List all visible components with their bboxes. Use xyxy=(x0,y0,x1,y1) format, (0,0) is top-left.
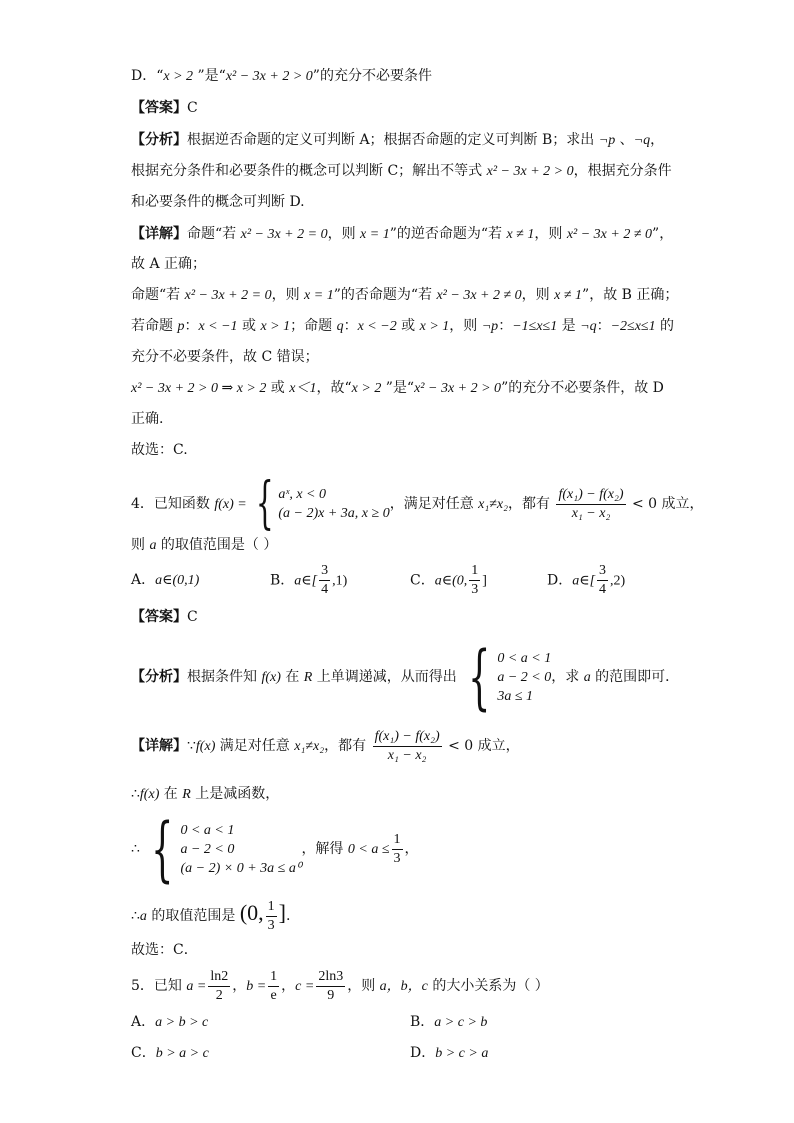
denominator: e xyxy=(270,987,277,1003)
math-expr: ¬q xyxy=(580,319,597,334)
text: 在 xyxy=(280,669,304,685)
text: 上是减函数， xyxy=(190,786,280,802)
math-expr: R xyxy=(182,787,191,802)
system-line: 3a ≤ 1 xyxy=(497,688,534,704)
text: ，则 xyxy=(449,318,482,334)
text: 命题“若 xyxy=(187,226,241,242)
q4-option-c xyxy=(410,562,487,599)
math-expr: ¬p xyxy=(481,319,499,334)
math-expr: x < −2 xyxy=(357,319,397,334)
text: ”的否命题为“若 xyxy=(333,287,437,303)
math-expr: x > 1 xyxy=(260,319,291,334)
math-expr: f(x) = xyxy=(214,497,247,512)
q4-detail-line-1 xyxy=(131,726,520,767)
brace-icon: { xyxy=(151,808,174,890)
denominator: 4 xyxy=(321,582,329,597)
option-label: C． xyxy=(410,572,435,589)
text: ”， xyxy=(652,226,674,242)
text: 故 A 正确； xyxy=(131,256,207,272)
math-expr: x² − 3x + 2 = 0 xyxy=(184,288,272,303)
text: ， xyxy=(650,132,665,148)
math-expr: q xyxy=(336,319,344,334)
math-expr: x > 2 xyxy=(351,381,382,396)
text: ，则 xyxy=(347,978,380,994)
text: 命题“若 xyxy=(131,287,185,303)
numerator: 2ln3 xyxy=(316,968,345,987)
fraction xyxy=(469,562,480,599)
therefore-symbol: ∴ xyxy=(131,908,140,924)
option-label: C． xyxy=(131,1045,156,1061)
text: 根据条件知 xyxy=(187,669,262,685)
math-expr: x² − 3x + 2 ≠ 0 xyxy=(436,288,522,303)
brace-icon: { xyxy=(467,636,491,718)
text: ”的充分不必要条件，故 D xyxy=(501,380,664,396)
text: ，则 xyxy=(327,226,361,242)
fraction xyxy=(597,562,608,599)
q4-stem-line-1 xyxy=(131,471,704,536)
q4-detail-line-3 xyxy=(131,808,419,890)
text: 满足对任意 xyxy=(215,738,295,754)
text: ”的逆否命题为“若 xyxy=(389,226,507,242)
analysis-tag: 【分析】 xyxy=(131,669,187,685)
text: 故选：C. xyxy=(131,442,188,458)
q5-stem xyxy=(131,966,549,1007)
q3-detail-line-6 xyxy=(131,378,664,399)
numerator: 1 xyxy=(268,968,279,987)
math-expr: x＜1 xyxy=(289,381,317,396)
answer-value: C xyxy=(187,609,198,625)
q4-stem-line-2 xyxy=(131,535,277,556)
numerator: 1 xyxy=(469,562,480,581)
denominator: 3 xyxy=(471,582,479,597)
text: ： xyxy=(343,318,358,334)
system-line: a − 2 < 0 xyxy=(180,841,235,857)
denominator: 2 xyxy=(215,987,223,1003)
option-label: B． xyxy=(410,1014,435,1030)
q5-option-d xyxy=(410,1043,488,1064)
math-expr: ] xyxy=(482,573,487,589)
text: 充分不必要条件，故 C 错误； xyxy=(131,349,319,365)
math-expr: x² − 3x + 2 ≠ 0 xyxy=(566,227,653,242)
text: 的大小关系为（ ） xyxy=(427,978,549,994)
option-label: A． xyxy=(131,1014,156,1030)
text: 的范围即可． xyxy=(590,669,680,685)
math-expr: b = xyxy=(246,979,267,994)
q3-detail-line-1 xyxy=(131,224,673,245)
q4-option-a xyxy=(131,570,199,591)
q3-answer xyxy=(131,98,198,118)
text: ， xyxy=(404,841,419,857)
text: ： xyxy=(498,318,513,334)
math-expr: x > 1 xyxy=(419,319,450,334)
answer-tag: 【答案】 xyxy=(131,100,187,116)
q3-option-d xyxy=(131,66,432,87)
q4-detail-line-2 xyxy=(131,784,279,805)
math-expr: a∈[ xyxy=(294,573,318,589)
text: ，解得 xyxy=(301,841,348,857)
option-label: D． xyxy=(410,1045,436,1061)
denominator: 4 xyxy=(599,582,607,597)
brace-icon: { xyxy=(255,471,274,536)
q4-analysis xyxy=(131,636,680,718)
q4-detail-line-4 xyxy=(131,893,290,937)
text: ”是“ xyxy=(193,68,226,84)
text: < 0 成立， xyxy=(627,496,704,512)
math-expr: x² − 3x + 2 > 0 xyxy=(414,381,502,396)
therefore-symbol: ∴ xyxy=(131,786,140,802)
text: 的取值范围是 xyxy=(146,908,240,924)
text: 故选：C． xyxy=(131,942,198,958)
text: 在 xyxy=(159,786,183,802)
numerator: f(x₁) − f(x₂) xyxy=(556,486,625,505)
denominator: x₁ − x₂ xyxy=(387,747,427,763)
answer-tag: 【答案】 xyxy=(131,609,187,625)
text: ， xyxy=(232,978,247,994)
text: ， xyxy=(281,978,296,994)
text: 正确. xyxy=(131,411,164,427)
math-expr: x = 1 xyxy=(360,227,390,242)
option-label: B． xyxy=(270,572,295,589)
q3-analysis-line-2 xyxy=(131,161,672,182)
math-expr: x < −1 xyxy=(198,319,238,334)
analysis-tag: 【分析】 xyxy=(131,132,187,148)
text: 、 xyxy=(615,132,634,148)
system-line: (a − 2) × 0 + 3a ≤ a⁰ xyxy=(180,860,302,876)
math-expr: b > c > a xyxy=(435,1046,489,1061)
text: ”是“ xyxy=(381,380,415,396)
math-expr: x₁≠x₂ xyxy=(478,497,509,512)
piecewise-system xyxy=(247,471,390,536)
system-line: 0 < a < 1 xyxy=(180,822,235,838)
text: ”，故 B 正确； xyxy=(582,287,679,303)
math-expr: x₁≠x₂ xyxy=(294,739,325,754)
q3-detail-line-4 xyxy=(131,316,674,337)
text: 则 xyxy=(131,537,150,553)
text: ”的充分不必要条件 xyxy=(312,68,432,84)
q3-analysis-line-3 xyxy=(131,192,305,212)
q4-option-d xyxy=(547,562,625,599)
fraction xyxy=(208,968,230,1005)
fraction xyxy=(556,486,625,523)
math-expr: −1≤x≤1 xyxy=(512,319,558,334)
math-expr: x² − 3x + 2 = 0 xyxy=(240,227,328,242)
math-expr: a∈(0,1) xyxy=(155,573,200,588)
detail-tag: 【详解】 xyxy=(131,738,187,754)
text: 是 xyxy=(557,318,581,334)
numerator: 3 xyxy=(597,562,608,581)
math-expr: R xyxy=(303,670,313,685)
text: ；命题 xyxy=(290,318,337,334)
text: ，都有 xyxy=(324,738,371,754)
text: ，满足对任意 xyxy=(389,496,479,512)
math-expr: ¬q xyxy=(633,133,651,148)
question-number: 4．已知函数 xyxy=(131,496,215,512)
math-expr: x > 2 xyxy=(163,69,194,84)
math-expr: 0 < a ≤ xyxy=(347,842,390,857)
math-expr: ] xyxy=(278,900,286,925)
text: 和必要条件的概念可判断 D. xyxy=(131,194,305,210)
math-expr: a xyxy=(149,538,157,553)
math-expr: x ≠ 1 xyxy=(506,227,535,242)
text: 若命题 xyxy=(131,318,178,334)
q5-option-c xyxy=(131,1043,209,1064)
math-expr: (0, xyxy=(239,900,264,925)
system-line: a − 2 < 0 xyxy=(497,669,552,685)
option-label: A． xyxy=(131,572,156,588)
q5-option-b xyxy=(410,1012,487,1033)
text: 根据充分条件和必要条件的概念可以判断 C；解出不等式 xyxy=(131,163,487,179)
inequality-system xyxy=(140,808,302,890)
q3-detail-line-3 xyxy=(131,285,678,306)
numerator: 3 xyxy=(319,562,330,581)
math-expr: a > c > b xyxy=(434,1015,488,1030)
math-expr: a > b > c xyxy=(155,1015,209,1030)
math-expr: a∈[ xyxy=(572,573,596,589)
denominator: 9 xyxy=(327,987,335,1003)
fraction xyxy=(266,898,277,935)
text: 的取值范围是（ ） xyxy=(156,537,278,553)
option-label: D．“ xyxy=(131,68,164,84)
because-symbol: ∵ xyxy=(187,738,196,754)
math-expr: x² − 3x + 2 > 0 xyxy=(225,69,313,84)
option-label: D． xyxy=(547,572,573,589)
text: 或 xyxy=(396,318,420,334)
inequality-system xyxy=(457,636,552,718)
math-expr: b > a > c xyxy=(155,1046,209,1061)
q3-choose xyxy=(131,440,188,460)
q3-analysis-line-1 xyxy=(131,130,664,151)
denominator: x₁ − x₂ xyxy=(571,505,611,521)
text: ，根据充分条件 xyxy=(573,163,672,179)
math-expr: ¬p xyxy=(598,133,616,148)
math-expr: a∈(0, xyxy=(434,573,468,589)
text: . xyxy=(285,908,291,924)
text: < 0 成立， xyxy=(443,738,520,754)
numerator: 1 xyxy=(266,898,277,917)
math-expr: −2≤x≤1 xyxy=(610,319,656,334)
math-expr: x ≠ 1 xyxy=(554,288,583,303)
text: ，则 xyxy=(521,287,555,303)
numerator: ln2 xyxy=(208,968,230,987)
piece-line: aˣ, x < 0 xyxy=(278,487,326,502)
math-expr: x = 1 xyxy=(304,288,334,303)
q5-option-a xyxy=(131,1012,208,1033)
math-expr: a = xyxy=(186,979,207,994)
answer-value: C xyxy=(187,100,198,116)
math-expr: x² − 3x + 2 > 0 xyxy=(486,164,574,179)
math-expr: p xyxy=(177,319,185,334)
math-expr: ,1) xyxy=(332,573,348,589)
text: 根据逆否命题的定义可判断 A；根据否命题的定义可判断 B；求出 xyxy=(187,132,599,148)
math-expr: f(x) xyxy=(261,670,281,685)
q3-detail-line-7 xyxy=(131,409,163,429)
text: ，则 xyxy=(271,287,305,303)
therefore-symbol: ∴ xyxy=(131,841,140,857)
system-line: 0 < a < 1 xyxy=(497,650,552,666)
q4-answer xyxy=(131,607,198,627)
math-expr: f(x) xyxy=(195,739,216,754)
numerator: f(x₁) − f(x₂) xyxy=(373,728,442,747)
piece-line: (a − 2)x + 3a, x ≥ 0 xyxy=(278,506,390,521)
denominator: 3 xyxy=(393,850,401,866)
q4-choose xyxy=(131,940,198,960)
text: 或 xyxy=(266,380,290,396)
question-number: 5．已知 xyxy=(131,978,187,994)
math-expr: a xyxy=(139,909,147,924)
fraction xyxy=(392,831,403,868)
numerator: 1 xyxy=(392,831,403,850)
text: 或 xyxy=(237,318,261,334)
text: 上单调递减，从而得出 xyxy=(312,669,457,685)
math-expr: ,2) xyxy=(610,573,626,589)
math-expr: x² − 3x + 2 > 0 ⇒ x > 2 xyxy=(131,381,267,396)
text: ，都有 xyxy=(508,496,555,512)
fraction xyxy=(268,968,279,1005)
fraction xyxy=(316,968,345,1005)
fraction xyxy=(373,728,442,765)
text: ，故“ xyxy=(316,380,352,396)
math-expr: a xyxy=(583,670,591,685)
math-expr: a，b，c xyxy=(379,979,428,994)
math-expr: f(x) xyxy=(139,787,160,802)
text: 的 xyxy=(655,318,675,334)
q3-detail-line-5 xyxy=(131,347,319,367)
text: ： xyxy=(184,318,199,334)
detail-tag: 【详解】 xyxy=(131,226,187,242)
text: ，求 xyxy=(551,669,584,685)
denominator: 3 xyxy=(267,917,275,933)
text: ，则 xyxy=(534,226,567,242)
fraction xyxy=(319,562,330,599)
math-expr: c = xyxy=(295,979,315,994)
text: ： xyxy=(596,318,611,334)
q4-option-b xyxy=(270,562,347,599)
q3-detail-line-2 xyxy=(131,254,206,274)
